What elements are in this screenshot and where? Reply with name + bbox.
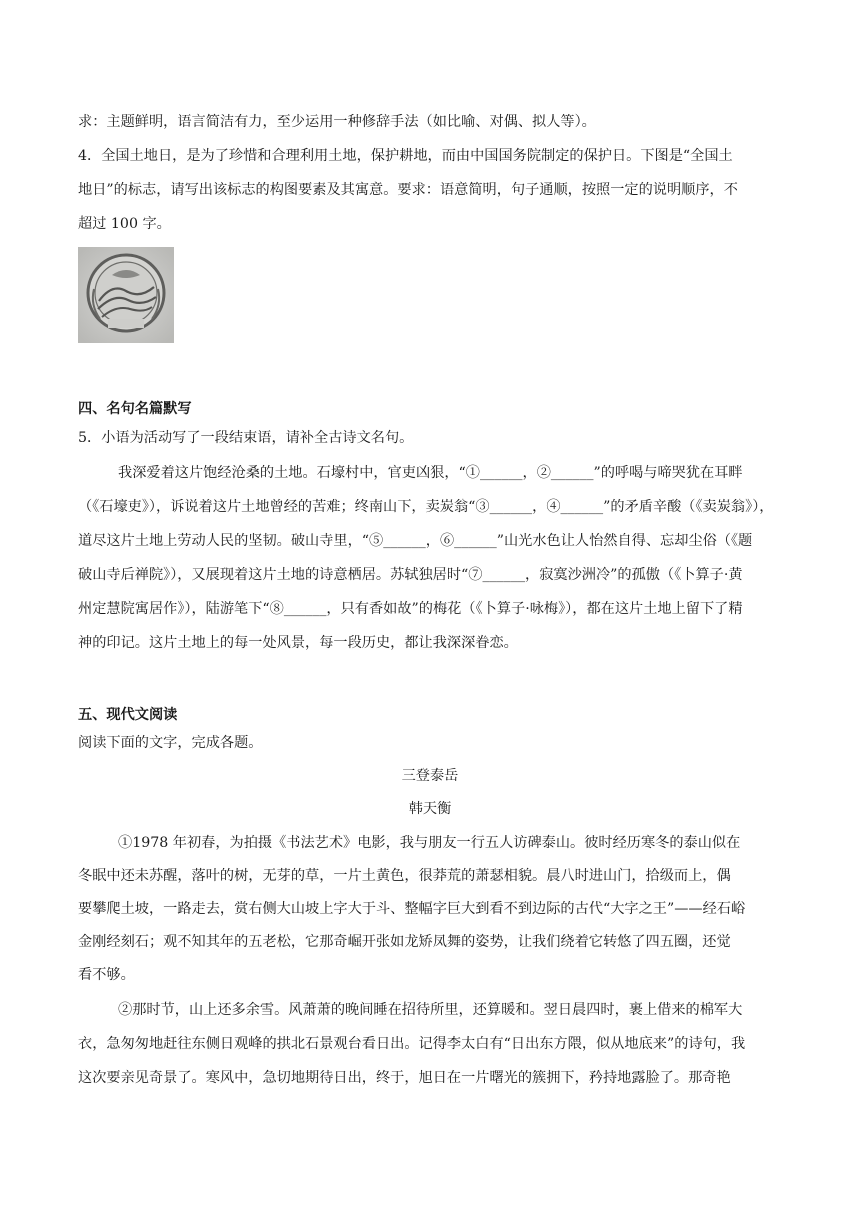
passage-s4-line-5: 州定慧院寓居作》），陆游笔下“⑧______，只有香如故”的梅花（《卜算子·咏梅》），都在这片土地上留下了精 [78,601,743,617]
article-p2-line-2: 衣，急匆匆地赶往东侧日观峰的拱北石景观台看日出。记得李太白有“日出东方隈，似从地底来”的诗句，我 [78,1036,746,1052]
article-title: 三登泰岳 [401,768,459,784]
passage-s4-line-2: （《石壕吏》），诉说着这片土地曾经的苦难；终南山下，卖炭翁“③______，④______”的矛盾辛酸（《卖炭翁》）， [78,499,774,515]
article-p2-line-1: ②那时节，山上还多余雪。风萧萧的晚间睡在招待所里，还算暖和。翌日晨四时，裹上借来的棉军大 [118,1002,743,1018]
article-p1-line-2: 冬眠中还未苏醒，落叶的树，无芽的草，一片土黄色，很莽荒的萧瑟相貌。晨八时进山门，拾级而上，偶 [78,868,731,884]
q4-line-2: 地日”的标志，请写出该标志的构图要素及其寓意。要求：语意简明，句子通顺，按照一定的说明顺序，不 [78,182,738,198]
article-p1-line-5: 看不够。 [78,967,135,983]
article-p1-line-4: 金刚经刻石；观不知其年的五老松，它那奇崛开张如龙矫凤舞的姿势，让我们绕着它转悠了四五圈，还觉 [78,934,731,950]
q4-line-1: 4．全国土地日，是为了珍惜和合理利用土地，保护耕地，而由中国国务院制定的保护日。下图是“全国土 [78,148,733,164]
passage-s4-line-3: 道尽这片土地上劳动人民的坚韧。破山寺里，“⑤______，⑥______”山光水色让人怡然自得、忘却尘俗（《题 [78,533,753,549]
article-author: 韩天衡 [408,801,452,817]
passage-s4-line-1: 我深爱着这片饱经沧桑的土地。石壕村中，官吏凶狠，“①______，②______”的呼喝与啼哭犹在耳畔 [118,465,743,481]
passage-s4-line-6: 神的印记。这片土地上的每一处风景，每一段历史，都让我深深眷恋。 [78,635,518,651]
article-p2-line-3: 这次要亲见奇景了。寒风中，急切地期待日出，终于，旭日在一片曙光的簇拥下，矜持地露脸了。那奇艳 [78,1070,731,1086]
question-5: 5．小语为活动写了一段结束语，请补全古诗文名句。 [78,430,414,446]
land-day-logo-image [78,247,174,343]
passage-s4-line-4: 破山寺后禅院》），又展现着这片土地的诗意栖居。苏轼独居时“⑦______，寂寞沙洲冷”的孤傲（《卜算子·黄 [78,567,743,583]
q3-line-end: 求：主题鲜明，语言简洁有力，至少运用一种修辞手法（如比喻、对偶、拟人等）。 [78,114,596,130]
section-5-heading: 五、现代文阅读 [78,707,178,723]
article-p1-line-1: ①1978 年初春，为拍摄《书法艺术》电影，我与朋友一行五人访碑泰山。彼时经历寒冬的泰山似在 [118,835,741,851]
section-5-instruction: 阅读下面的文字，完成各题。 [78,735,263,751]
article-p1-line-3: 要攀爬土坡，一路走去，赏右侧大山坡上字大于斗、整幅字巨大到看不到边际的古代“大字之王”——经石峪 [78,901,746,917]
section-4-heading: 四、名句名篇默写 [78,401,192,417]
q4-line-3: 超过 100 字。 [78,216,171,232]
